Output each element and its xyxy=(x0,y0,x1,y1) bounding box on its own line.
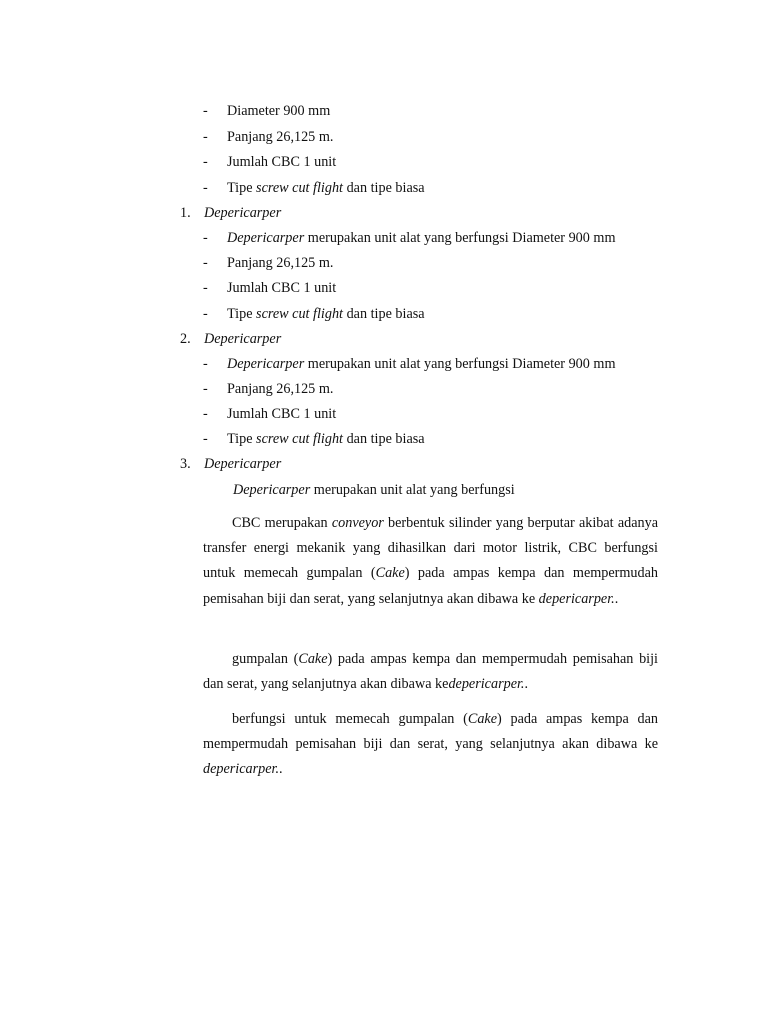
subline-text: merupakan unit alat yang berfungsi xyxy=(310,482,515,498)
list-item-text: Jumlah CBC 1 unit xyxy=(227,280,337,296)
dash-marker: - xyxy=(203,306,208,322)
dash-marker: - xyxy=(203,406,208,422)
dash-marker: - xyxy=(203,129,208,145)
paragraph-text: . xyxy=(614,590,619,607)
paragraph-text: ) pada ampas kempa dan mempermudah pemisahan biji dan serat, yang selanjutnya akan dibawa ke xyxy=(203,565,659,607)
paragraph-text: . xyxy=(279,761,283,778)
dash-marker: - xyxy=(203,230,208,246)
list-item xyxy=(227,153,336,171)
paragraph-text-italic: Cake xyxy=(467,711,498,727)
list-item xyxy=(227,405,336,423)
list-item-text: Tipe xyxy=(227,180,257,196)
section-number: 2. xyxy=(180,331,191,347)
list-item-text: Tipe xyxy=(227,306,257,322)
section-subline xyxy=(233,481,515,499)
list-item xyxy=(227,430,425,448)
paragraph-berfungsi xyxy=(203,707,658,783)
list-item-text: dan tipe biasa xyxy=(343,431,425,447)
dash-marker: - xyxy=(203,180,208,196)
list-item-text: Panjang 26,125 m. xyxy=(227,255,334,271)
section-number: 1. xyxy=(180,205,191,221)
list-item xyxy=(227,179,425,197)
dash-marker: - xyxy=(203,154,208,170)
paragraph-text-italic: Cake xyxy=(298,651,328,667)
paragraph-text: berfungsi untuk memecah gumpalan ( xyxy=(232,711,468,727)
list-item-text: Diameter 900 mm xyxy=(227,103,331,119)
section-title: Depericarper xyxy=(204,331,282,347)
list-item-text: dan tipe biasa xyxy=(343,180,425,196)
paragraph-text-italic: conveyor xyxy=(331,515,384,531)
list-item xyxy=(227,229,615,247)
list-item xyxy=(227,254,333,272)
section-title: Depericarper xyxy=(204,456,282,472)
list-item-text: Jumlah CBC 1 unit xyxy=(227,154,337,170)
dash-marker: - xyxy=(203,381,208,397)
dash-marker: - xyxy=(203,431,208,447)
list-item xyxy=(227,305,425,323)
section-title: Depericarper xyxy=(204,205,282,221)
list-item xyxy=(227,102,330,120)
list-item-text: Tipe xyxy=(227,431,257,447)
list-item xyxy=(227,128,333,146)
paragraph-text-italic: depericarper. xyxy=(448,676,525,693)
list-item-text-italic: screw cut flight xyxy=(256,180,344,196)
list-item-text-italic: Depericarper xyxy=(227,356,305,372)
list-item-text: merupakan unit alat yang berfungsi Diameter 900 mm xyxy=(304,356,616,372)
section-number: 3. xyxy=(180,456,191,472)
list-item-text: Jumlah CBC 1 unit xyxy=(227,406,337,422)
dash-marker: - xyxy=(203,103,208,119)
subline-text-italic: Depericarper xyxy=(233,482,311,498)
paragraph-text-italic: depericarper. xyxy=(538,590,615,607)
list-item-text: Panjang 26,125 m. xyxy=(227,129,334,145)
paragraph-gumpalan xyxy=(203,647,658,697)
list-item-text-italic: screw cut flight xyxy=(256,431,344,447)
dash-marker: - xyxy=(203,280,208,296)
list-item xyxy=(227,355,615,373)
paragraph-text: ) pada ampas kempa dan mempermudah pemisahan biji dan serat, yang selanjutnya akan dibawa ke xyxy=(203,711,658,753)
paragraph-text: CBC merupakan xyxy=(232,515,332,531)
paragraph-text: . xyxy=(524,676,529,693)
list-item xyxy=(227,380,333,398)
paragraph-text: ) pada ampas kempa dan mempermudah pemisahan biji dan serat, yang selanjutnya akan dibawa ke xyxy=(203,651,658,693)
paragraph-text-italic: depericarper. xyxy=(203,761,280,778)
list-item-text-italic: Depericarper xyxy=(227,230,305,246)
paragraph-text-italic: Cake xyxy=(375,565,405,582)
dash-marker: - xyxy=(203,356,208,372)
dash-marker: - xyxy=(203,255,208,271)
list-item xyxy=(227,279,336,297)
paragraph-text: berbentuk silinder yang berputar akibat adanya transfer energi mekanik yang dihasilkan dari motor listrik, CBC berfungsi untuk memecah gumpalan ( xyxy=(203,515,659,582)
list-item-text: merupakan unit alat yang berfungsi Diameter 900 mm xyxy=(304,230,616,246)
list-item-text-italic: screw cut flight xyxy=(256,306,344,322)
paragraph-cbc xyxy=(203,511,658,612)
list-item-text: Panjang 26,125 m. xyxy=(227,381,334,397)
paragraph-text: gumpalan ( xyxy=(232,651,299,667)
list-item-text: dan tipe biasa xyxy=(343,306,425,322)
